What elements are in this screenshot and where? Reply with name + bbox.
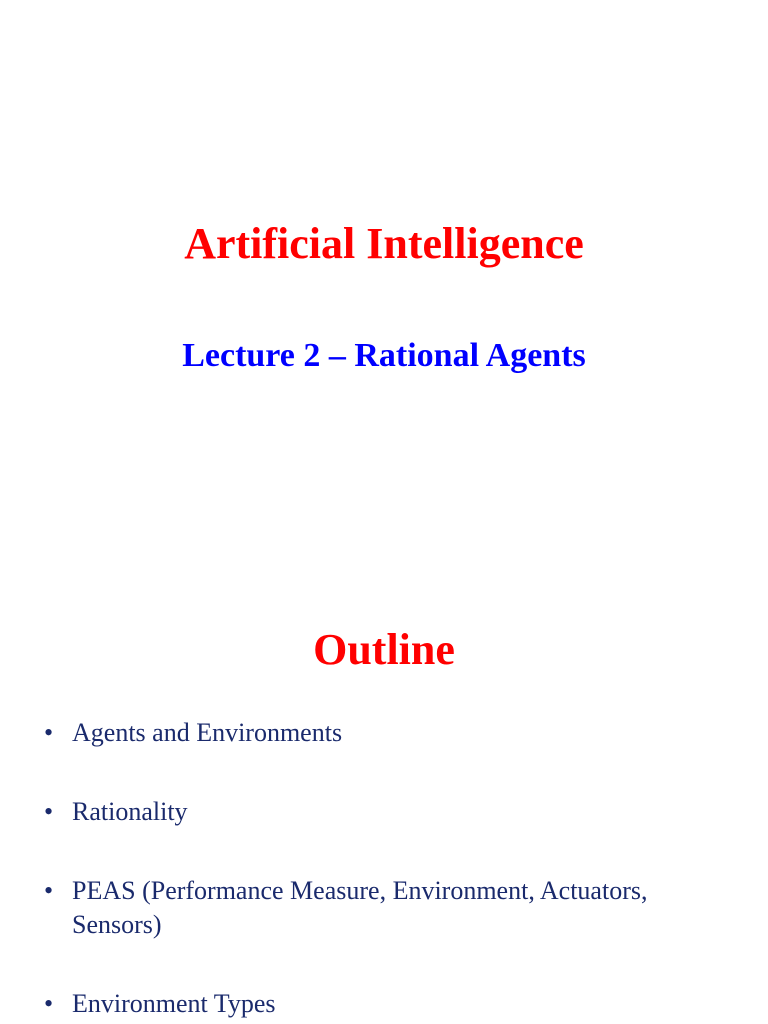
outline-item-text: PEAS (Performance Measure, Environment, Actuators, Sensors) <box>72 876 648 939</box>
bullet-icon: • <box>44 876 54 905</box>
outline-item-text: Rationality <box>72 797 188 826</box>
outline-item-text: Agents and Environments <box>72 718 343 747</box>
outline-item <box>44 874 724 942</box>
bullet-icon: • <box>44 718 54 747</box>
outline-title: Outline <box>313 625 455 674</box>
bullet-icon: • <box>44 797 54 826</box>
bullet-icon: • <box>44 989 54 1018</box>
slide-subtitle: Lecture 2 – Rational Agents <box>182 337 586 374</box>
outline-item-text: Environment Types <box>72 989 276 1018</box>
outline-item <box>44 795 724 829</box>
slide-title: Artificial Intelligence <box>184 219 584 268</box>
outline-item <box>44 716 724 750</box>
outline-item <box>44 987 724 1021</box>
